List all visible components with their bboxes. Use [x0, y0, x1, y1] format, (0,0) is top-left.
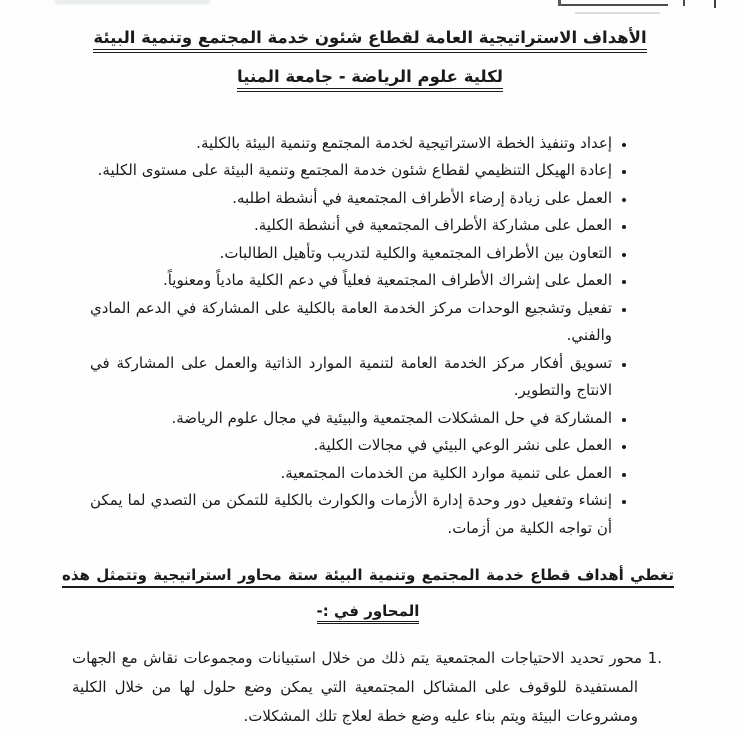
objective-item: • المشاركة في حل المشكلات المجتمعية والبيئية في مجال علوم الرياضة.	[90, 405, 612, 433]
axis-item-1	[72, 644, 662, 731]
objective-item: • إعادة الهيكل التنظيمي لقطاع شئون خدمة المجتمع وتنمية البيئة على مستوى الكلية.	[90, 157, 612, 185]
axis-item-1-number: 1.	[647, 649, 662, 667]
document-header	[0, 26, 740, 90]
scan-cropped-stamp-line	[558, 0, 668, 6]
document-title-line2-text: لكلية علوم الرياضة - جامعة المنيا	[237, 67, 503, 92]
document-title-line2	[0, 65, 740, 90]
objective-item: • إعداد وتنفيذ الخطة الاستراتيجية لخدمة المجتمع وتنمية البيئة بالكلية.	[90, 130, 612, 158]
objective-item: • العمل على إشراك الأطراف المجتمعية فعلياً في دعم الكلية مادياً ومعنوياً.	[90, 267, 612, 295]
section-heading-line2-text: المحاور في :-	[317, 602, 420, 624]
section-heading-line1-text: تغطي أهداف قطاع خدمة المجتمع وتنمية البيئة ستة محاور استراتيجية وتتمثل هذه	[62, 566, 674, 588]
document-title-line1	[0, 26, 740, 51]
axis-item-1-text: محور تحديد الاحتياجات المجتمعية يتم ذلك من خلال استبيانات ومجموعات نقاش مع الجهات المستفيدة للوقوف على المشاكل المجتمعية التي يمكن وضع حلول لها من خلال الكلية ومشروعات البيئة ويتم بناء عليه وضع خطة لعلاج تلك المشكلات.	[72, 649, 643, 725]
scan-faint-line-artifact	[575, 12, 660, 14]
section-heading-line2	[62, 596, 674, 626]
document-title-line1-text: الأهداف الاستراتيجية العامة لقطاع شئون خدمة المجتمع وتنمية البيئة	[93, 28, 646, 53]
objective-item: • إنشاء وتفعيل دور وحدة إدارة الأزمات والكوارث بالكلية للتمكن من التصدي لما يمكن أن تواجه الكلية من أزمات.	[90, 487, 612, 542]
objective-item: • تفعيل وتشجيع الوحدات مركز الخدمة العامة بالكلية على المشاركة في الدعم المادي والفني.	[90, 295, 612, 350]
objective-item: • التعاون بين الأطراف المجتمعية والكلية لتدريب وتأهيل الطالبات.	[90, 240, 612, 268]
objective-item: • العمل على زيادة إرضاء الأطراف المجتمعية في أنشطة اطلبه.	[90, 185, 612, 213]
objective-item: • تسويق أفكار مركز الخدمة العامة لتنمية الموارد الذاتية والعمل على المشاركة في الانتاج والتطوير.	[90, 350, 612, 405]
section-heading-line1	[62, 560, 674, 590]
objectives-list	[90, 130, 640, 543]
objective-item: • العمل على تنمية موارد الكلية من الخدمات المجتمعية.	[90, 460, 612, 488]
scan-tick-mark	[683, 0, 685, 6]
scan-smudge-artifact	[55, 0, 210, 4]
scan-tick-mark	[714, 0, 716, 8]
objective-item: • العمل على نشر الوعي البيئي في مجالات الكلية.	[90, 432, 612, 460]
section-heading	[62, 560, 674, 626]
objective-item: • العمل على مشاركة الأطراف المجتمعية في أنشطة الكلية.	[90, 212, 612, 240]
axes-numbered-list	[72, 644, 662, 731]
